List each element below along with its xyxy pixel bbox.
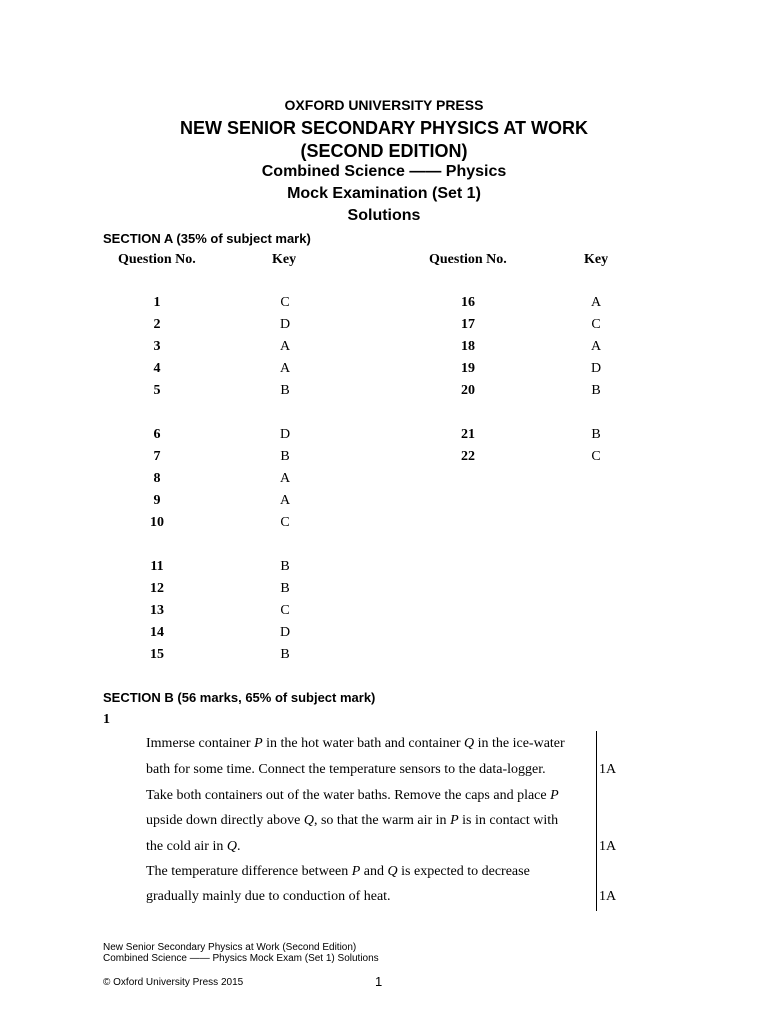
- answer-line: the cold air in Q.: [146, 839, 241, 854]
- publisher-name: OXFORD UNIVERSITY PRESS: [284, 97, 484, 113]
- question-number-cell: 1: [153, 295, 161, 310]
- book-title-line1: NEW SENIOR SECONDARY PHYSICS AT WORK: [179, 118, 589, 138]
- footer-book-title: New Senior Secondary Physics at Work (Second Edition): [103, 942, 357, 953]
- col-key-right: Key: [584, 252, 609, 267]
- answer-key-cell: B: [280, 383, 290, 398]
- answer-key-cell: C: [591, 449, 601, 464]
- answer-line: gradually mainly due to conduction of heat.: [146, 889, 391, 904]
- section-a-heading: SECTION A (35% of subject mark): [103, 231, 311, 246]
- answer-key-cell: B: [280, 647, 290, 662]
- mark-label: 1A: [599, 839, 617, 854]
- question-number-cell: 18: [461, 339, 475, 354]
- answer-line: Immerse container P in the hot water bath and container Q in the ice-water: [146, 736, 565, 751]
- question-number-cell: 21: [461, 427, 475, 442]
- answer-key-cell: C: [280, 295, 290, 310]
- answer-line: The temperature difference between P and Q is expected to decrease: [146, 864, 530, 879]
- answer-key-cell: C: [280, 515, 290, 530]
- answer-key-cell: D: [279, 317, 291, 332]
- question-number-cell: 19: [461, 361, 475, 376]
- answer-key-cell: D: [590, 361, 602, 376]
- question-number-cell: 3: [153, 339, 161, 354]
- answer-key-cell: B: [591, 427, 601, 442]
- answer-key-cell: D: [279, 427, 291, 442]
- answer-key-cell: A: [590, 295, 602, 310]
- section-b-heading: SECTION B (56 marks, 65% of subject mark): [103, 690, 376, 705]
- answer-key-cell: D: [279, 625, 291, 640]
- mark-label: 1A: [599, 889, 617, 904]
- col-question-left: Question No.: [118, 252, 196, 267]
- subtitle-line3: Solutions: [347, 207, 421, 224]
- footer-copyright: © Oxford University Press 2015: [103, 977, 244, 988]
- mark-label: 1A: [599, 762, 617, 777]
- col-question-right: Question No.: [429, 252, 507, 267]
- answer-line: bath for some time. Connect the temperature sensors to the data-logger.: [146, 762, 546, 777]
- question-number: 1: [103, 712, 110, 727]
- col-key-left: Key: [272, 252, 297, 267]
- answer-key-cell: B: [280, 581, 290, 596]
- answer-key-cell: A: [590, 339, 602, 354]
- page-number: 1: [375, 974, 383, 989]
- answer-key-cell: B: [591, 383, 601, 398]
- question-number-cell: 2: [153, 317, 161, 332]
- question-number-cell: 10: [150, 515, 164, 530]
- question-number-cell: 22: [461, 449, 475, 464]
- book-title-line2: (SECOND EDITION): [300, 141, 468, 161]
- question-number-cell: 13: [150, 603, 164, 618]
- question-number-cell: 4: [153, 361, 161, 376]
- question-number-cell: 7: [153, 449, 161, 464]
- answer-key-cell: A: [279, 493, 291, 508]
- question-number-cell: 17: [461, 317, 475, 332]
- question-number-cell: 6: [153, 427, 161, 442]
- question-number-cell: 16: [461, 295, 475, 310]
- answer-key-cell: B: [280, 559, 290, 574]
- footer-exam-title: Combined Science —— Physics Mock Exam (Set 1) Solutions: [103, 953, 379, 964]
- answer-key-cell: A: [279, 471, 291, 486]
- subtitle-line2: Mock Examination (Set 1): [287, 185, 481, 202]
- answer-key-cell: C: [591, 317, 601, 332]
- subtitle-line1: Combined Science —— Physics: [261, 163, 507, 180]
- answer-key-cell: A: [279, 361, 291, 376]
- question-number-cell: 9: [153, 493, 161, 508]
- answer-key-cell: C: [280, 603, 290, 618]
- question-number-cell: 20: [461, 383, 475, 398]
- question-number-cell: 11: [150, 559, 164, 574]
- answer-line: upside down directly above Q, so that the warm air in P is in contact with: [146, 813, 559, 828]
- question-number-cell: 14: [150, 625, 164, 640]
- question-number-cell: 8: [153, 471, 161, 486]
- answer-key-cell: B: [280, 449, 290, 464]
- question-number-cell: 5: [153, 383, 161, 398]
- question-number-cell: 15: [150, 647, 164, 662]
- answer-key-cell: A: [279, 339, 291, 354]
- answer-line: Take both containers out of the water baths. Remove the caps and place P: [146, 788, 559, 803]
- question-number-cell: 12: [150, 581, 164, 596]
- mark-column-divider: [596, 731, 597, 911]
